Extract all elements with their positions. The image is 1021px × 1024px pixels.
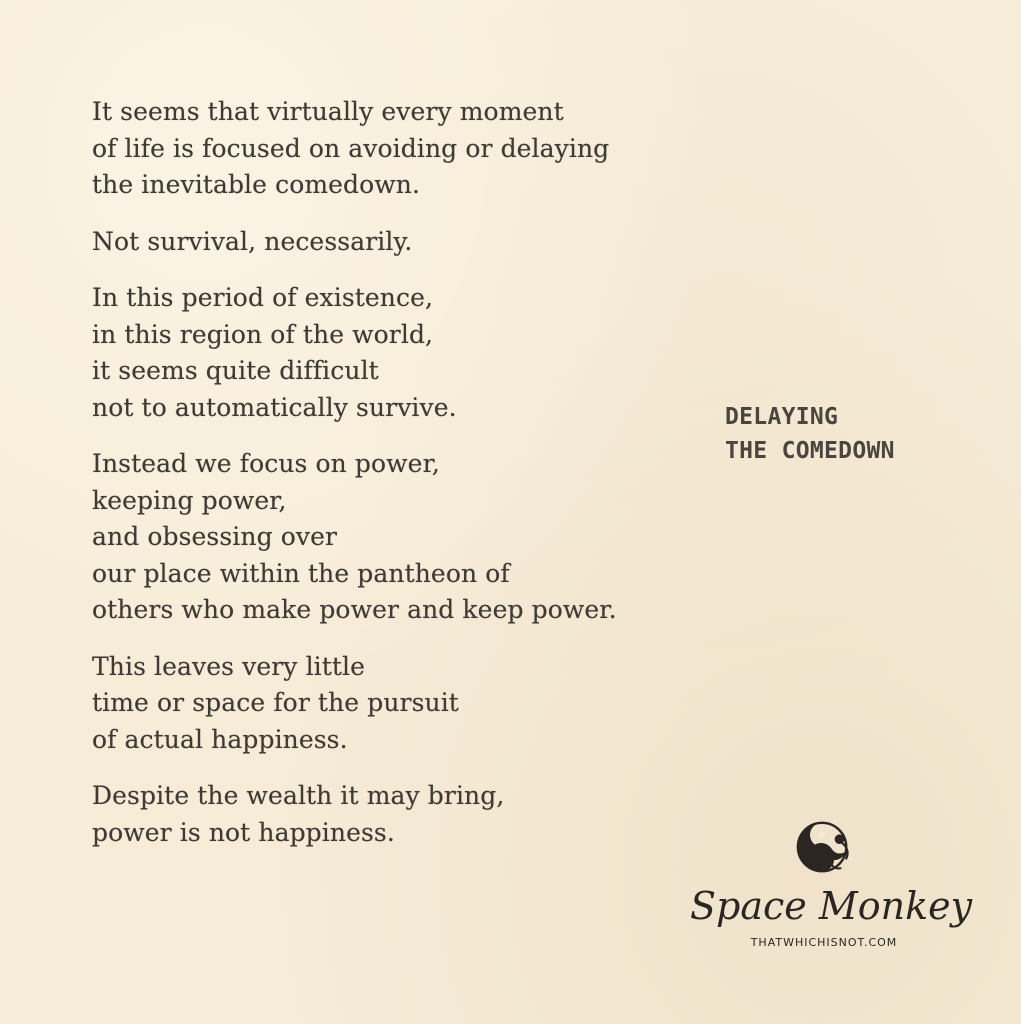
- stanza: [92, 649, 732, 759]
- stanza: [92, 280, 732, 426]
- poem-line: in this region of the world,: [92, 319, 434, 349]
- stanza: [92, 446, 732, 629]
- poem-line: Instead we focus on power,: [92, 449, 440, 478]
- poem-line: it seems quite difficult: [92, 356, 379, 385]
- poem-line: and obsessing over: [92, 522, 338, 551]
- monkey-yin-yang-icon: [795, 818, 853, 876]
- poem-line: of life is focused on avoiding or delaying: [92, 133, 610, 163]
- poem-line: Despite the wealth it may bring,: [92, 781, 505, 810]
- poem-line: Not survival, necessarily.: [92, 226, 413, 256]
- title-line: DELAYING: [725, 404, 839, 430]
- poem-line: keeping power,: [92, 485, 287, 515]
- poem-line: In this period of existence,: [92, 283, 434, 312]
- brand-url: THATWHICHISNOT.COM: [750, 936, 898, 949]
- poem-line: time or space for the pursuit: [92, 688, 459, 717]
- brand-block: [690, 818, 973, 949]
- poem-line: It seems that virtually every moment: [92, 97, 564, 126]
- poem-line: our place within the pantheon of: [92, 558, 510, 588]
- poem-body: [92, 94, 732, 871]
- poem-line: not to automatically survive.: [92, 392, 457, 422]
- poem-line: power is not happiness.: [92, 817, 395, 847]
- poem-line: the inevitable comedown.: [92, 170, 421, 199]
- poem-title: [725, 400, 895, 468]
- stanza: [92, 778, 732, 851]
- poem-line: others who make power and keep power.: [92, 595, 617, 624]
- poem-line: This leaves very little: [92, 651, 366, 681]
- brand-name: Space Monkey: [690, 884, 973, 928]
- poem-line: of actual happiness.: [92, 724, 348, 754]
- stanza: [92, 224, 732, 261]
- title-line: THE COMEDOWN: [725, 438, 895, 464]
- stanza: [92, 94, 732, 204]
